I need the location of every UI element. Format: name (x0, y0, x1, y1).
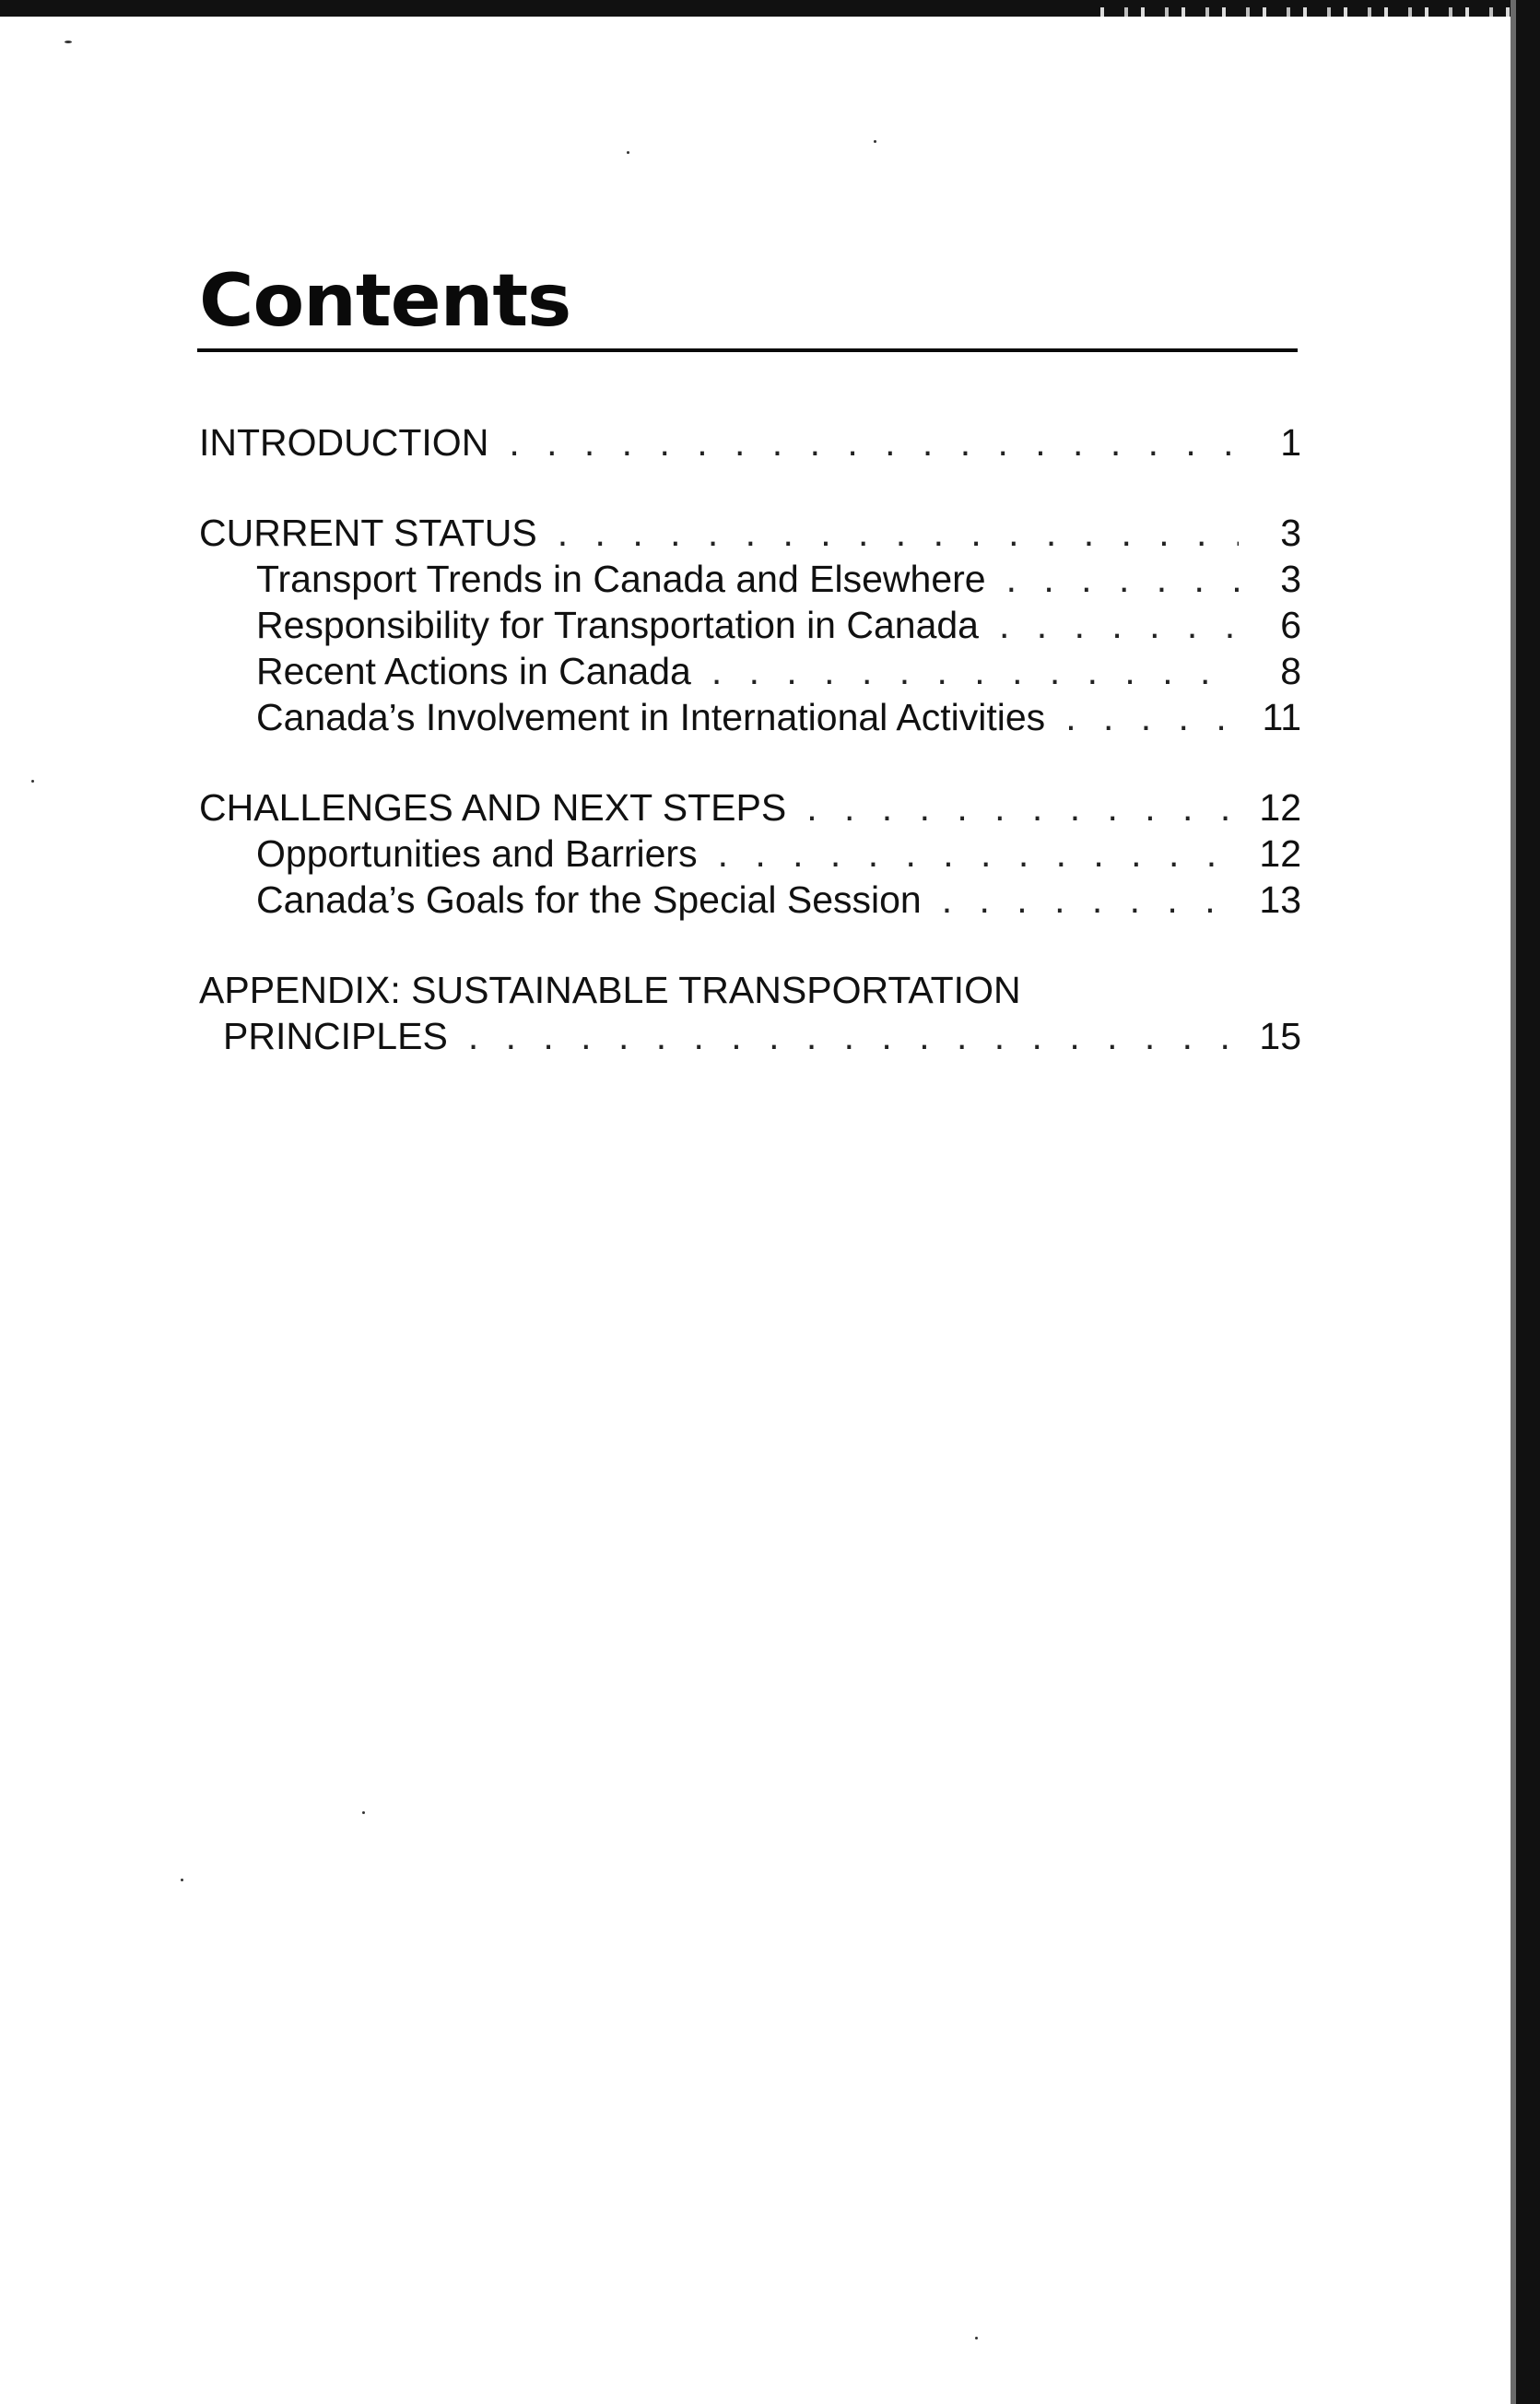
table-of-contents (199, 419, 1301, 1059)
toc-leader-dots (999, 602, 1239, 648)
scan-speck (181, 1879, 183, 1881)
toc-entry-label: Responsibility for Transportation in Canada (256, 604, 979, 646)
toc-page-number: 13 (1259, 878, 1301, 921)
toc-entry-appendix (199, 967, 1301, 1013)
toc-subentry-responsibility (199, 602, 1301, 648)
scan-edge-right (1516, 0, 1540, 2404)
toc-subentry-transport-trends (199, 556, 1301, 602)
toc-page-number: 3 (1280, 558, 1301, 600)
toc-subentry-opportunities (199, 831, 1301, 877)
toc-entry-label: INTRODUCTION (199, 421, 489, 464)
toc-subentry-recent-actions (199, 648, 1301, 694)
toc-page-number: 8 (1280, 650, 1301, 692)
toc-subentry-international-activities (199, 694, 1301, 740)
toc-entry-label: APPENDIX: SUSTAINABLE TRANSPORTATION (199, 969, 1021, 1011)
toc-page-number: 1 (1280, 421, 1301, 464)
scan-speck (975, 2337, 978, 2339)
toc-leader-dots (806, 784, 1239, 831)
toc-leader-dots (942, 877, 1239, 923)
toc-entry-label: Canada’s Goals for the Special Session (256, 878, 922, 921)
toc-entry-label: PRINCIPLES (223, 1015, 448, 1057)
toc-entry-label: CURRENT STATUS (199, 512, 537, 554)
toc-entry-label: CHALLENGES AND NEXT STEPS (199, 786, 787, 829)
scan-speck (31, 780, 34, 783)
toc-leader-dots (468, 1013, 1239, 1059)
toc-page-number: 6 (1280, 604, 1301, 646)
toc-entry-introduction (199, 419, 1301, 465)
toc-leader-dots (558, 510, 1239, 556)
toc-entry-label: Canada’s Involvement in International Activities (256, 696, 1046, 738)
toc-entry-label: Transport Trends in Canada and Elsewhere (256, 558, 986, 600)
toc-entry-label: Recent Actions in Canada (256, 650, 691, 692)
toc-entry-challenges (199, 784, 1301, 831)
toc-entry-appendix-continued (199, 1013, 1301, 1059)
toc-entry-current-status (199, 510, 1301, 556)
scan-speck (874, 140, 876, 143)
toc-subentry-goals (199, 877, 1301, 923)
toc-page-number: 12 (1259, 832, 1301, 875)
toc-page-number: 12 (1259, 786, 1301, 829)
scan-speck (362, 1811, 365, 1814)
scan-speck (65, 41, 72, 43)
scan-edge-top (0, 0, 1540, 17)
toc-entry-label: Opportunities and Barriers (256, 832, 698, 875)
toc-leader-dots (1006, 556, 1239, 602)
page-title: Contents (199, 260, 571, 343)
toc-leader-dots (718, 831, 1239, 877)
scan-speck (627, 151, 629, 154)
toc-leader-dots (1065, 694, 1239, 740)
toc-leader-dots (509, 419, 1239, 465)
toc-leader-dots (711, 648, 1239, 694)
title-underline (197, 348, 1298, 352)
toc-page-number: 3 (1280, 512, 1301, 554)
toc-page-number: 15 (1259, 1015, 1301, 1057)
toc-page-number: 11 (1262, 696, 1301, 738)
